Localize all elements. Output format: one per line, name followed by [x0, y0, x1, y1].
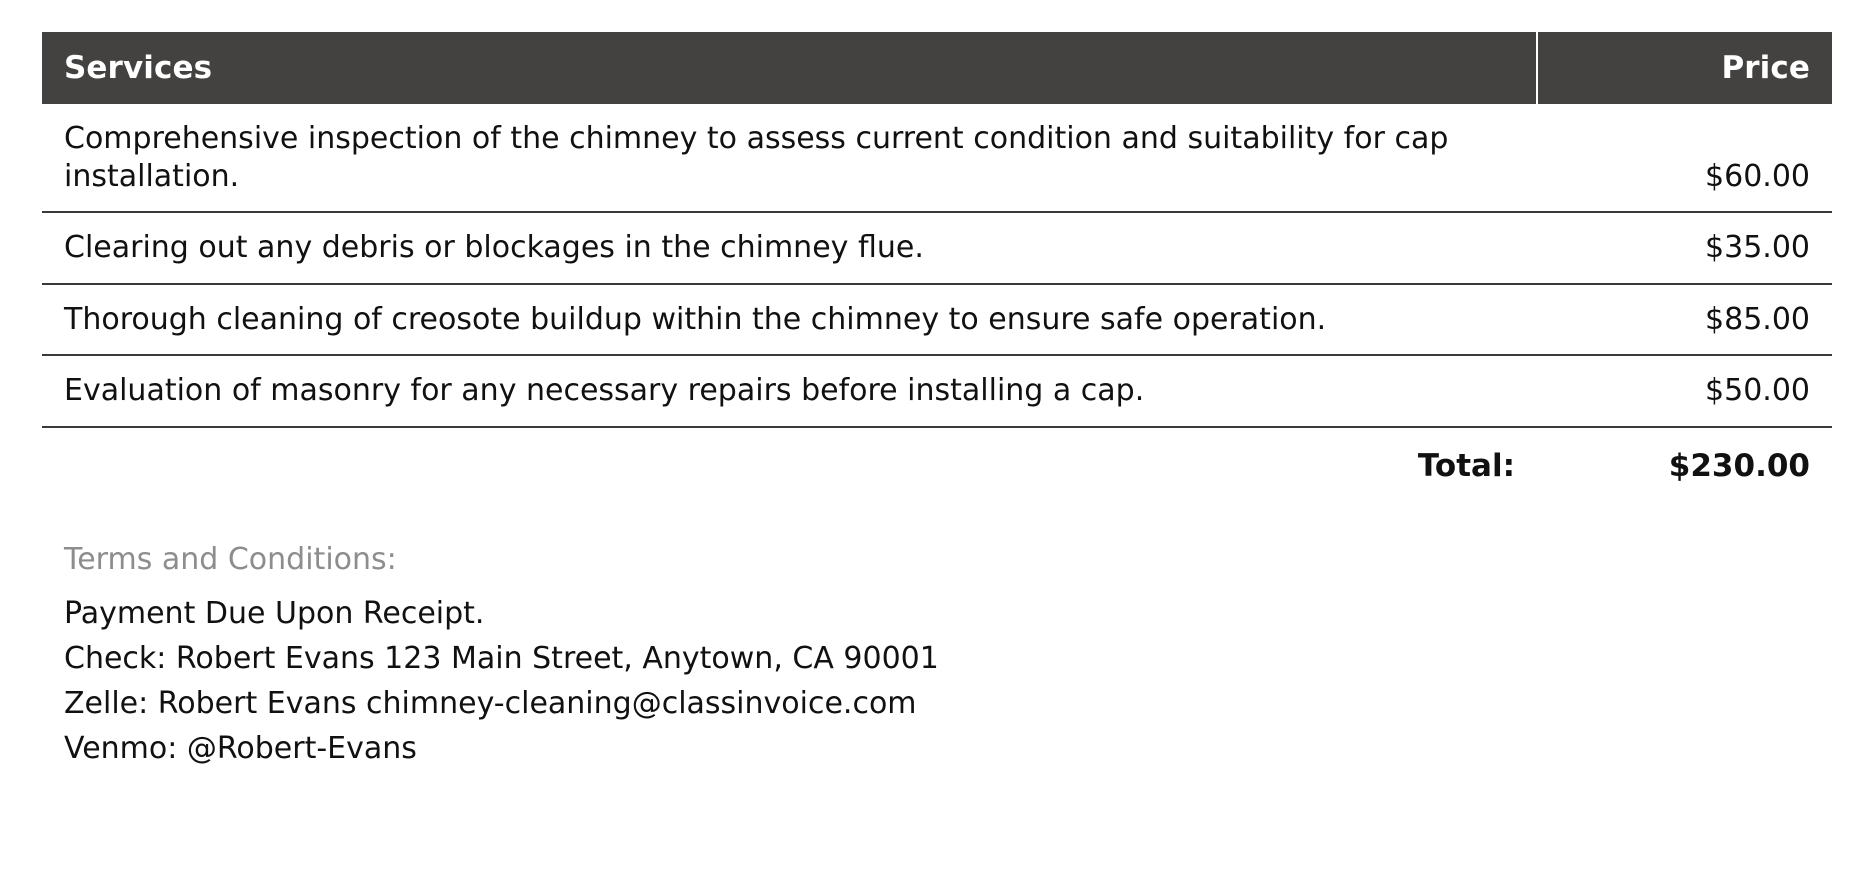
column-header-services: Services: [42, 32, 1537, 104]
table-row: [42, 212, 1832, 284]
column-header-price: Price: [1537, 32, 1832, 104]
terms-title: Terms and Conditions:: [64, 541, 397, 577]
table-header-row: [42, 32, 1832, 104]
table-row: [42, 104, 1832, 212]
service-price: $85.00: [1537, 284, 1832, 356]
service-description: Thorough cleaning of creosote buildup within the chimney to ensure safe operation.: [42, 284, 1537, 356]
terms-and-conditions: [64, 542, 1828, 771]
service-price: $60.00: [1537, 104, 1832, 212]
total-amount: $230.00: [1668, 447, 1810, 484]
table-header: [42, 32, 1832, 104]
service-description: Evaluation of masonry for any necessary repairs before installing a cap.: [42, 355, 1537, 427]
table-row: [42, 355, 1832, 427]
terms-line-check: Check: Robert Evans 123 Main Street, Anytown, CA 90001: [64, 640, 939, 676]
service-price: $50.00: [1537, 355, 1832, 427]
table-body: [42, 104, 1832, 427]
service-description: Comprehensive inspection of the chimney to assess current condition and suitability for cap installation.: [42, 104, 1537, 212]
total-label: Total:: [1417, 447, 1515, 484]
terms-line-venmo: Venmo: @Robert-Evans: [64, 730, 417, 766]
terms-line-payment: Payment Due Upon Receipt.: [64, 595, 485, 631]
total-row: [42, 427, 1832, 490]
services-price-table: [42, 32, 1832, 490]
terms-line-zelle: Zelle: Robert Evans chimney-cleaning@classinvoice.com: [64, 685, 917, 721]
table-footer: [42, 427, 1832, 490]
service-price: $35.00: [1537, 212, 1832, 284]
service-description: Clearing out any debris or blockages in the chimney flue.: [42, 212, 1537, 284]
table-row: [42, 284, 1832, 356]
